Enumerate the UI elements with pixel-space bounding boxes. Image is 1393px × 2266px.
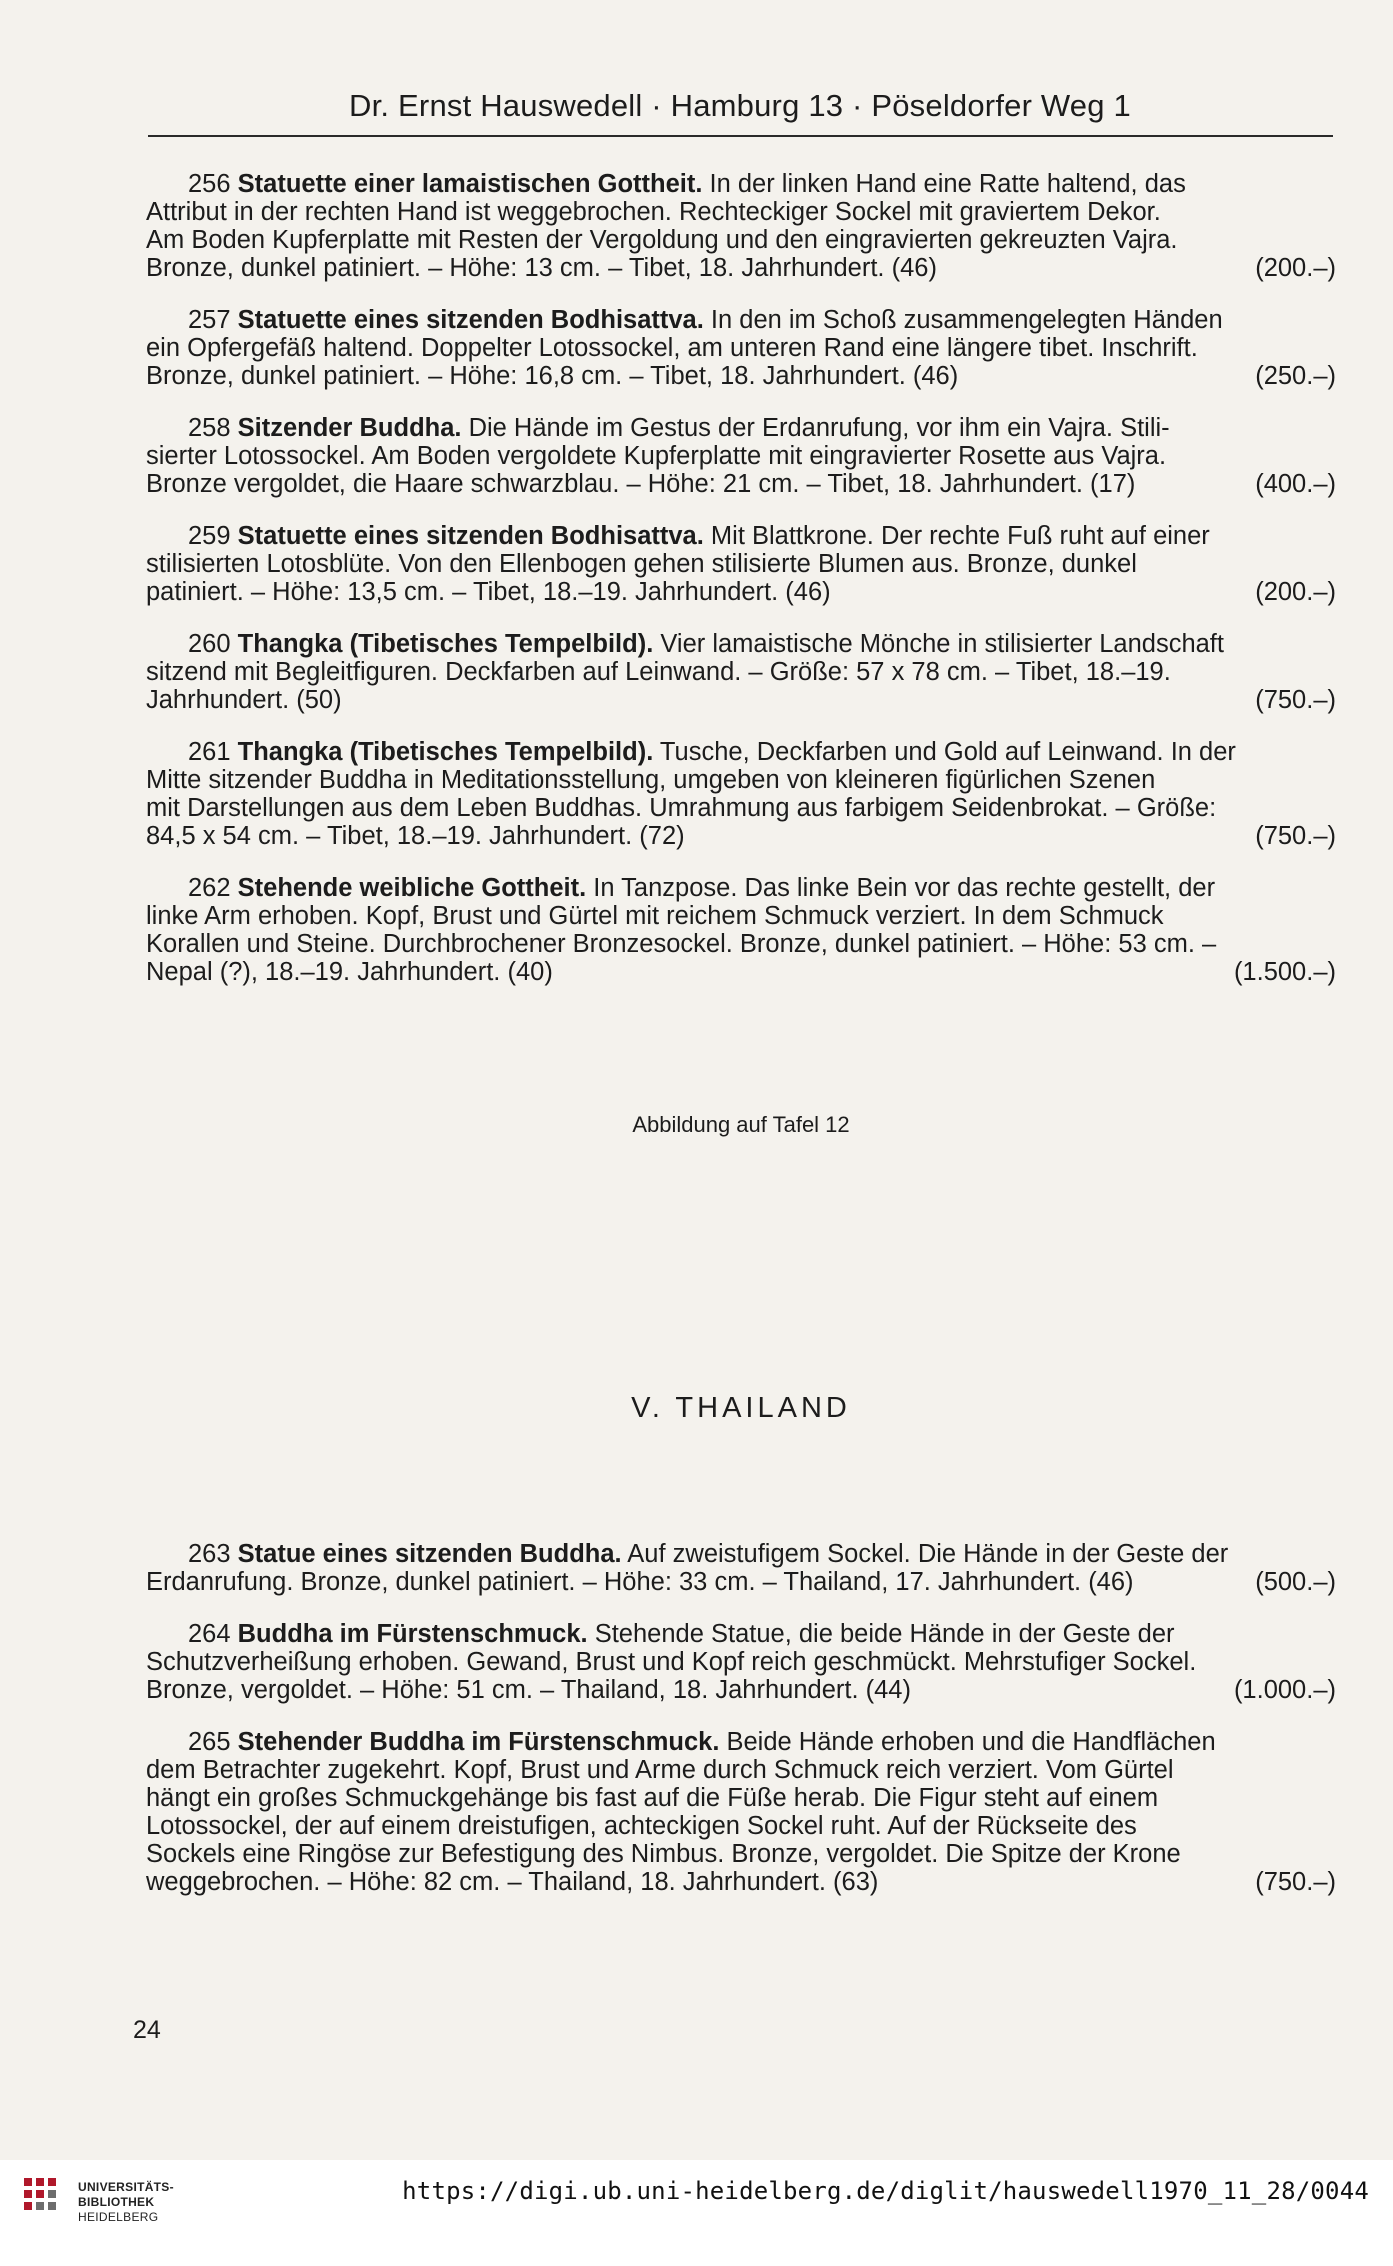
lot-description-line: Am Boden Kupferplatte mit Resten der Vergoldung und den eingravierten gekreuzten Vajra. [146, 226, 1178, 254]
university-library-logo-icon [22, 2176, 66, 2220]
lot-details: Bronze vergoldet, die Haare schwarzblau. – Höhe: 21 cm. – Tibet, 18. Jahrhundert. (17) [146, 470, 1136, 498]
section-title: V. THAILAND [631, 1392, 851, 1424]
lot-description: Stehende Statue, die beide Hände in der Geste der [587, 1620, 1175, 1648]
library-logo-text [78, 2180, 174, 2225]
lot-title: Statue eines sitzenden Buddha. [237, 1540, 622, 1568]
page-number: 24 [133, 2016, 161, 2044]
entry-last-line [146, 686, 1336, 714]
lot-description-line: Sockels eine Ringöse zur Befestigung des Nimbus. Bronze, vergoldet. Die Spitze der Krone [146, 1840, 1181, 1868]
entry-last-line [146, 578, 1336, 606]
lot-details: patiniert. – Höhe: 13,5 cm. – Tibet, 18.–19. Jahrhundert. (46) [146, 578, 831, 606]
header-rule [148, 135, 1333, 137]
lot-description: In Tanzpose. Das linke Bein vor das rechte gestellt, der [586, 874, 1216, 902]
lot-details: Bronze, vergoldet. – Höhe: 51 cm. – Thailand, 18. Jahrhundert. (44) [146, 1676, 911, 1704]
lot-description-line: mit Darstellungen aus dem Leben Buddhas. Umrahmung aus farbigem Seidenbrokat. – Größe: [146, 794, 1217, 822]
lot-description-line: Attribut in der rechten Hand ist weggebrochen. Rechteckiger Sockel mit graviertem Dekor. [146, 198, 1161, 226]
lot-number: 259 [188, 522, 231, 550]
entry-first-line [146, 738, 1336, 766]
catalog-entry [146, 306, 1336, 390]
catalog-entry [146, 1620, 1336, 1704]
entry-last-line [146, 958, 1336, 986]
lot-description-line: Lotossockel, der auf einem dreistufigen, achteckigen Sockel ruht. Auf der Rückseite des [146, 1812, 1137, 1840]
lot-number: 264 [188, 1620, 231, 1648]
lot-price: (750.–) [1255, 1868, 1336, 1896]
lot-title: Statuette eines sitzenden Bodhisattva. [237, 522, 704, 550]
catalog-entry [146, 522, 1336, 606]
lot-details: Bronze, dunkel patiniert. – Höhe: 13 cm. – Tibet, 18. Jahrhundert. (46) [146, 254, 937, 282]
entry-last-line [146, 470, 1336, 498]
lot-details: Jahrhundert. (50) [146, 686, 342, 714]
lot-price: (1.500.–) [1233, 958, 1336, 986]
lot-price: (750.–) [1255, 686, 1336, 714]
lot-number: 260 [188, 630, 231, 658]
footer-bar [0, 2160, 1393, 2266]
lot-price: (200.–) [1255, 578, 1336, 606]
entry-last-line [146, 254, 1336, 282]
lot-details: Bronze, dunkel patiniert. – Höhe: 16,8 cm. – Tibet, 18. Jahrhundert. (46) [146, 362, 959, 390]
lot-description: Vier lamaistische Mönche in stilisierter Landschaft [653, 630, 1224, 658]
lot-price: (400.–) [1255, 470, 1336, 498]
lot-number: 262 [188, 874, 231, 902]
entry-last-line [146, 1676, 1336, 1704]
lot-description: In den im Schoß zusammengelegten Händen [703, 306, 1223, 334]
entry-first-line [146, 1728, 1336, 1756]
lot-title: Thangka (Tibetisches Tempelbild). [237, 630, 654, 658]
lot-title: Thangka (Tibetisches Tempelbild). [237, 738, 654, 766]
lot-description-line: stilisierten Lotosblüte. Von den Ellenbogen gehen stilisierte Blumen aus. Bronze, dunkel [146, 550, 1137, 578]
catalog-entry [146, 170, 1336, 282]
lot-details: 84,5 x 54 cm. – Tibet, 18.–19. Jahrhundert. (72) [146, 822, 685, 850]
entry-last-line [146, 362, 1336, 390]
lot-description-line: Korallen und Steine. Durchbrochener Bronzesockel. Bronze, dunkel patiniert. – Höhe: 53 cm. – [146, 930, 1217, 958]
lot-details: Nepal (?), 18.–19. Jahrhundert. (40) [146, 958, 553, 986]
lot-number: 256 [188, 170, 231, 198]
entries-top [146, 170, 1336, 1010]
lot-description-line: Mitte sitzender Buddha in Meditationsstellung, umgeben von kleineren figürlichen Szenen [146, 766, 1156, 794]
lot-price: (1.000.–) [1233, 1676, 1336, 1704]
lot-description-line: linke Arm erhoben. Kopf, Brust und Gürtel mit reichem Schmuck verziert. In dem Schmuck [146, 902, 1164, 930]
catalog-entry [146, 1540, 1336, 1596]
lot-title: Sitzender Buddha. [237, 414, 462, 442]
figure-caption: Abbildung auf Tafel 12 [632, 1112, 850, 1137]
lot-number: 257 [188, 306, 231, 334]
entry-last-line [146, 1868, 1336, 1896]
lot-title: Stehender Buddha im Fürstenschmuck. [237, 1728, 720, 1756]
lot-description: Tusche, Deckfarben und Gold auf Leinwand. In der [653, 738, 1236, 766]
catalog-entry [146, 414, 1336, 498]
entry-last-line [146, 822, 1336, 850]
entry-first-line [146, 630, 1336, 658]
entry-first-line [146, 170, 1336, 198]
catalog-entry [146, 630, 1336, 714]
entries-bottom [146, 1540, 1336, 1920]
lot-description-line: dem Betrachter zugekehrt. Kopf, Brust und Arme durch Schmuck reich verziert. Vom Gürtel [146, 1756, 1174, 1784]
catalog-entry [146, 738, 1336, 850]
lot-title: Buddha im Fürstenschmuck. [237, 1620, 588, 1648]
lot-title: Stehende weibliche Gottheit. [237, 874, 587, 902]
entry-first-line [146, 306, 1336, 334]
lot-price: (200.–) [1255, 254, 1336, 282]
lot-title: Statuette einer lamaistischen Gottheit. [237, 170, 703, 198]
lot-description: Beide Hände erhoben und die Handflächen [719, 1728, 1216, 1756]
entry-first-line [146, 874, 1336, 902]
page-header: Dr. Ernst Hauswedell · Hamburg 13 · Pöseldorfer Weg 1 [349, 88, 1131, 123]
catalog-entry [146, 1728, 1336, 1896]
lot-price: (250.–) [1255, 362, 1336, 390]
entry-first-line [146, 522, 1336, 550]
logo-line-1: UNIVERSITÄTS- [78, 2180, 174, 2194]
logo-line-3: HEIDELBERG [78, 2210, 159, 2224]
lot-number: 258 [188, 414, 231, 442]
lot-description: Mit Blattkrone. Der rechte Fuß ruht auf einer [703, 522, 1210, 550]
lot-number: 265 [188, 1728, 231, 1756]
lot-price: (750.–) [1255, 822, 1336, 850]
lot-details: weggebrochen. – Höhe: 82 cm. – Thailand, 18. Jahrhundert. (63) [146, 1868, 879, 1896]
entry-last-line [146, 1568, 1336, 1596]
entry-first-line [146, 1620, 1336, 1648]
lot-description-line: Schutzverheißung erhoben. Gewand, Brust und Kopf reich geschmückt. Mehrstufiger Sockel. [146, 1648, 1197, 1676]
entry-first-line [146, 414, 1336, 442]
lot-description-line: sitzend mit Begleitfiguren. Deckfarben auf Leinwand. – Größe: 57 x 78 cm. – Tibet, 18.–19. [146, 658, 1171, 686]
catalog-entry [146, 874, 1336, 986]
lot-price: (500.–) [1255, 1568, 1336, 1596]
lot-details: Erdanrufung. Bronze, dunkel patiniert. – Höhe: 33 cm. – Thailand, 17. Jahrhundert. (46) [146, 1568, 1134, 1596]
source-url-link[interactable]: https://digi.ub.uni-heidelberg.de/diglit/hauswedell1970_11_28/0044 [402, 2177, 1369, 2205]
lot-title: Statuette eines sitzenden Bodhisattva. [237, 306, 704, 334]
entry-first-line [146, 1540, 1336, 1568]
lot-description: Auf zweistufigem Sockel. Die Hände in der Geste der [621, 1540, 1229, 1568]
logo-line-2: BIBLIOTHEK [78, 2195, 155, 2209]
lot-description-line: hängt ein großes Schmuckgehänge bis fast auf die Füße herab. Die Figur steht auf einem [146, 1784, 1159, 1812]
lot-number: 263 [188, 1540, 231, 1568]
lot-description: In der linken Hand eine Ratte haltend, das [702, 170, 1186, 198]
lot-number: 261 [188, 738, 231, 766]
lot-description-line: ein Opfergefäß haltend. Doppelter Lotossockel, am unteren Rand eine längere tibet. Inschrift. [146, 334, 1198, 362]
lot-description: Die Hände im Gestus der Erdanrufung, vor ihm ein Vajra. Stili- [461, 414, 1170, 442]
lot-description-line: sierter Lotossockel. Am Boden vergoldete Kupferplatte mit eingravierter Rosette aus Vajra. [146, 442, 1167, 470]
